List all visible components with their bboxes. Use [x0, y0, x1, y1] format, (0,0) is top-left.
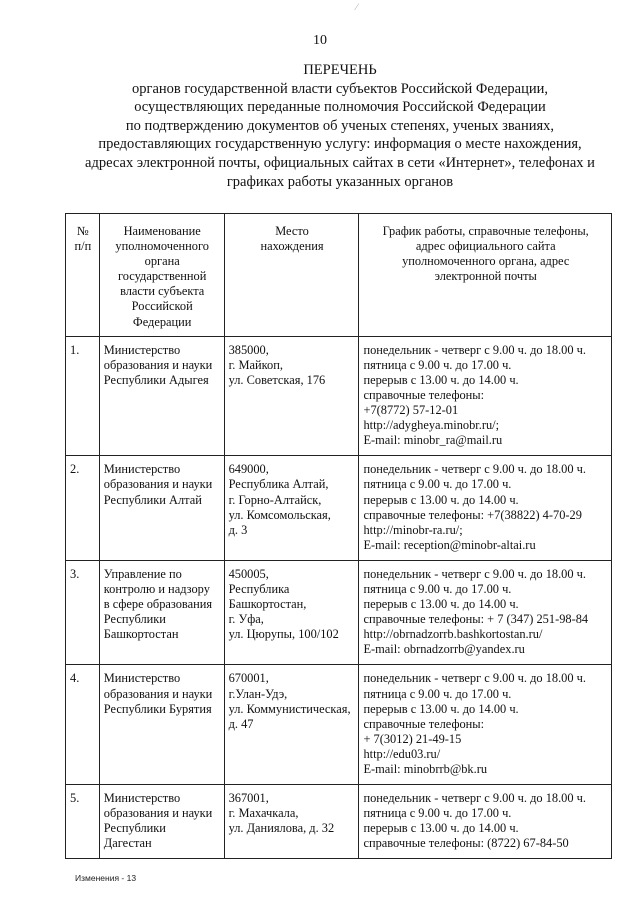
row-number: 3. — [66, 560, 100, 665]
header-text: электронной почты — [434, 269, 537, 284]
header-text: органа — [144, 254, 180, 269]
schedule-line: пятница с 9.00 ч. до 17.00 ч. — [363, 686, 512, 701]
schedule-line: понедельник - четверг с 9.00 ч. до 18.00 ч. — [363, 566, 586, 581]
location-line: г. Горно-Алтайск, — [228, 492, 322, 507]
schedule-line: пятница с 9.00 ч. до 17.00 ч. — [363, 477, 512, 492]
schedule-contacts-cell — [359, 336, 612, 456]
location-line: ул. Даниялова, д. 32 — [228, 821, 335, 836]
schedule-line: справочные телефоны: +7(38822) 4-70-29 — [363, 507, 582, 522]
location-line: 367001, — [228, 791, 269, 806]
schedule-line: E-mail: minobr_ra@mail.ru — [363, 433, 503, 448]
location-cell — [224, 665, 359, 785]
header-text: адрес официального сайта — [415, 239, 556, 254]
title-heading: ПЕРЕЧЕНЬ — [303, 62, 377, 78]
schedule-contacts-cell — [359, 560, 612, 665]
schedule-line: справочные телефоны: — [363, 716, 485, 731]
table-row — [66, 560, 612, 665]
schedule-line: + 7(3012) 21-49-15 — [363, 731, 462, 746]
title-line: предоставляющих государственную услугу: информация о месте нахождения, — [98, 136, 582, 153]
header-text: График работы, справочные телефоны, — [382, 224, 589, 238]
title-line: адресах электронной почты, официальных сайтах в сети «Интернет», телефонах и — [85, 154, 595, 171]
header-schedule-contacts — [359, 214, 612, 337]
location-line: Республика — [228, 581, 290, 596]
location-cell — [224, 560, 359, 665]
authority-name-cell — [99, 456, 224, 561]
location-line: д. 3 — [228, 522, 248, 537]
page-number: 10 — [313, 33, 327, 48]
schedule-line: http://obrnadzorrb.bashkortostan.ru/ — [363, 627, 543, 642]
title-line: графиках работы указанных органов — [226, 173, 454, 190]
footer-revision-note: Изменения - 13 — [75, 873, 137, 883]
header-text: уполномоченного органа, адрес — [402, 254, 570, 269]
authority-name-cell — [99, 785, 224, 859]
authority-name-line: Министерство — [103, 342, 181, 357]
authority-name-line: Министерство — [103, 671, 181, 686]
authority-name-line: Дагестан — [103, 836, 152, 851]
authority-name-line: Республики Бурятия — [103, 701, 212, 716]
header-text: власти субъекта — [120, 284, 205, 299]
authority-name-cell — [99, 336, 224, 456]
header-number — [66, 214, 100, 337]
location-line: Башкортостан, — [228, 597, 307, 612]
header-location — [224, 214, 359, 337]
schedule-line: E-mail: obrnadzorrb@yandex.ru — [363, 642, 525, 657]
schedule-line: понедельник - четверг с 9.00 ч. до 18.00 ч. — [363, 671, 586, 686]
authority-name-line: Республики Адыгея — [103, 372, 209, 387]
schedule-line: перерыв с 13.00 ч. до 14.00 ч. — [363, 701, 519, 716]
authority-name-cell — [99, 560, 224, 665]
location-cell — [224, 456, 359, 561]
authority-name-line: образования и науки — [103, 806, 213, 821]
header-authority-name — [99, 214, 224, 337]
row-number: 1. — [66, 336, 100, 456]
location-line: г.Улан-Удэ, — [228, 686, 288, 701]
row-number: 2. — [66, 456, 100, 561]
authority-name-line: в сфере образования — [103, 597, 213, 612]
location-line: ул. Цюрупы, 100/102 — [228, 627, 339, 642]
schedule-line: справочные телефоны: — [363, 387, 485, 402]
row-number: 4. — [66, 665, 100, 785]
authority-name-line: Республики Алтай — [103, 492, 202, 507]
schedule-contacts-cell — [359, 785, 612, 859]
schedule-line: перерыв с 13.00 ч. до 14.00 ч. — [363, 597, 519, 612]
authorities-table — [65, 213, 612, 859]
authority-name-line: Министерство — [103, 462, 181, 477]
table-row — [66, 785, 612, 859]
schedule-line: справочные телефоны: (8722) 67-84-50 — [363, 836, 569, 851]
schedule-line: http://edu03.ru/ — [363, 746, 441, 761]
location-line: ул. Комсомольская, — [228, 507, 331, 522]
title-line: осуществляющих переданные полномочия Российской Федерации — [134, 99, 546, 116]
location-cell — [224, 336, 359, 456]
schedule-line: +7(8772) 57-12-01 — [363, 403, 459, 418]
header-text: нахождения — [260, 239, 324, 254]
schedule-line: пятница с 9.00 ч. до 17.00 ч. — [363, 806, 512, 821]
header-text: п/п — [74, 239, 92, 254]
schedule-line: понедельник - четверг с 9.00 ч. до 18.00 ч. — [363, 342, 586, 357]
authority-name-line: Республики — [103, 612, 166, 627]
header-text: государственной — [118, 269, 207, 284]
authority-name-line: образования и науки — [103, 357, 213, 372]
location-line: г. Махачкала, — [228, 806, 299, 821]
header-text: Наименование — [123, 224, 201, 238]
header-text: уполномоченного — [115, 239, 209, 254]
schedule-line: понедельник - четверг с 9.00 ч. до 18.00 ч. — [363, 791, 586, 806]
table-row — [66, 336, 612, 456]
document-title — [40, 61, 640, 191]
schedule-line: E-mail: reception@minobr-altai.ru — [363, 537, 536, 552]
table-header-row — [66, 214, 612, 337]
title-line: органов государственной власти субъектов Российской Федерации, — [132, 80, 548, 97]
schedule-contacts-cell — [359, 665, 612, 785]
header-text: № — [76, 224, 89, 238]
authority-name-line: образования и науки — [103, 686, 213, 701]
authority-name-line: Министерство — [103, 791, 181, 806]
authority-name-cell — [99, 665, 224, 785]
authority-name-line: контролю и надзору — [103, 581, 210, 596]
schedule-line: http://minobr-ra.ru/; — [363, 522, 463, 537]
row-number: 5. — [66, 785, 100, 859]
schedule-line: http://adygheya.minobr.ru/; — [363, 418, 500, 433]
location-line: 649000, — [228, 462, 269, 477]
scan-artifact-mark: ⁄ — [356, 2, 358, 12]
header-text: Федерации — [132, 314, 192, 329]
authority-name-line: Башкортостан — [103, 627, 179, 642]
location-line: ул. Коммунистическая, — [228, 701, 351, 716]
table-row — [66, 456, 612, 561]
header-text: Российской — [131, 299, 193, 314]
location-line: 450005, — [228, 566, 269, 581]
title-line: по подтверждению документов об ученых степенях, ученых званиях, — [125, 117, 555, 134]
schedule-line: перерыв с 13.00 ч. до 14.00 ч. — [363, 492, 519, 507]
authority-name-line: Республики — [103, 821, 166, 836]
schedule-line: пятница с 9.00 ч. до 17.00 ч. — [363, 357, 512, 372]
schedule-line: перерыв с 13.00 ч. до 14.00 ч. — [363, 372, 519, 387]
table-body — [66, 336, 612, 859]
header-text: Место — [275, 224, 309, 238]
location-line: г. Майкоп, — [228, 357, 283, 372]
location-line: Республика Алтай, — [228, 477, 329, 492]
schedule-line: справочные телефоны: + 7 (347) 251-98-84 — [363, 612, 589, 627]
schedule-line: понедельник - четверг с 9.00 ч. до 18.00 ч. — [363, 462, 586, 477]
schedule-line: пятница с 9.00 ч. до 17.00 ч. — [363, 581, 512, 596]
location-line: г. Уфа, — [228, 612, 264, 627]
authority-name-line: Управление по — [103, 566, 182, 581]
schedule-line: E-mail: minobrrb@bk.ru — [363, 762, 488, 776]
authority-name-line: образования и науки — [103, 477, 213, 492]
location-line: 385000, — [228, 342, 269, 357]
location-cell — [224, 785, 359, 859]
location-line: ул. Советская, 176 — [228, 372, 326, 387]
table-row — [66, 665, 612, 785]
schedule-line: перерыв с 13.00 ч. до 14.00 ч. — [363, 821, 519, 836]
location-line: д. 47 — [228, 716, 254, 731]
schedule-contacts-cell — [359, 456, 612, 561]
location-line: 670001, — [228, 671, 269, 686]
